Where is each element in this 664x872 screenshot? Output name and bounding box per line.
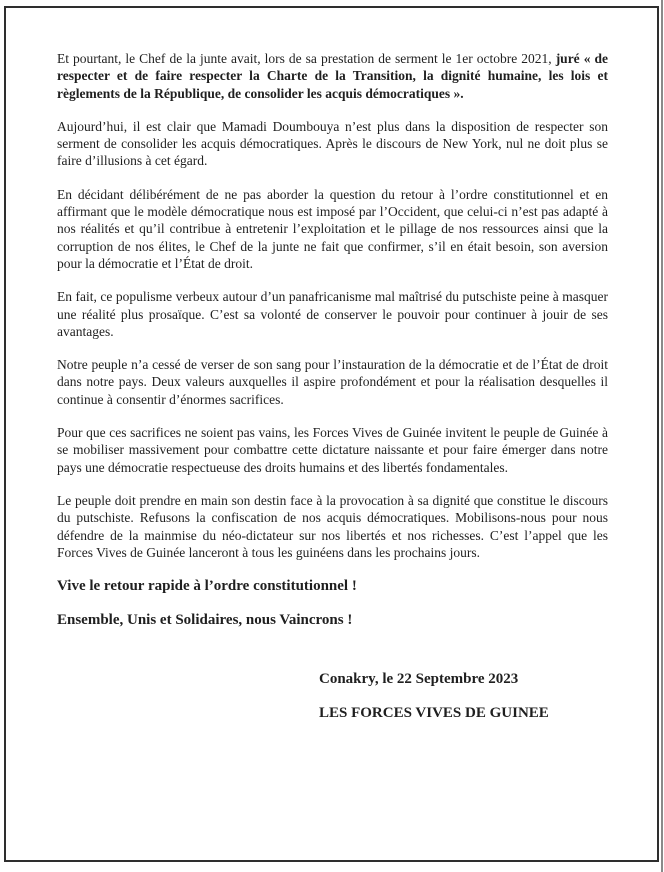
- paragraph: En décidant délibérément de ne pas aborder la question du retour à l’ordre constitutionnel et en affirmant que le modèle démocratique nous est imposé par l’Occident, que celui-ci n’est pas adapté à nos réalités et qu’il contribue à entretenir l’exploitation et le pillage de nos ressources ainsi que la corruption de nos élites, le Chef de la junte ne fait que confirmer, s’il en était besoin, son aversion pour la démocratie et l’État de droit.: [57, 186, 608, 271]
- signature-organization: LES FORCES VIVES DE GUINEE: [319, 705, 549, 722]
- signature-place-date: Conakry, le 22 Septembre 2023: [319, 671, 519, 688]
- signature-block: [319, 670, 608, 722]
- opening-bold-quote: juré « de respecter et de faire respecter la Charte de la Transition, la dignité humaine, les lois et règlements de la République, de consolider les acquis démocratiques ».: [57, 51, 608, 101]
- document-body: [57, 50, 608, 738]
- paragraph: Aujourd’hui, il est clair que Mamadi Doumbouya n’est plus dans la disposition de respecter son serment de consolider les acquis démocratiques. Après le discours de New York, nul ne doit plus se faire d’illusions à cet égard.: [57, 118, 608, 169]
- paragraph: Pour que ces sacrifices ne soient pas vains, les Forces Vives de Guinée invitent le peuple de Guinée à se mobiliser massivement pour combattre cette dictature naissante et pour faire émerger dans notre pays une démocratie respectueuse des droits humains et des libertés fondamentales.: [57, 425, 608, 475]
- paragraph-opening: [57, 50, 608, 102]
- opening-normal-text: Et pourtant, le Chef de la junte avait, lors de sa prestation de serment le 1er octobre 2021,: [57, 51, 556, 66]
- scan-edge-artifact: [661, 0, 663, 872]
- slogan-constitutional-order: Vive le retour rapide à l’ordre constitutionnel !: [57, 578, 357, 595]
- slogan-unity: Ensemble, Unis et Solidaires, nous Vaincrons !: [57, 612, 353, 629]
- paragraph: Le peuple doit prendre en main son destin face à la provocation à sa dignité que constitue le discours du putschiste. Refusons la confiscation de nos acquis démocratiques. Mobilisons-nous pour nous défendre de la mainmise du néo-dictateur sur nos libertés et nos richesses. C’est l’appel que les Forces Vives de Guinée lanceront à tous les guinéens dans les prochains jours.: [57, 492, 608, 560]
- paragraph: En fait, ce populisme verbeux autour d’un panafricanisme mal maîtrisé du putschiste peine à masquer une réalité plus prosaïque. C’est sa volonté de conserver le pouvoir pour continuer à jouir de ses avantages.: [57, 289, 608, 339]
- paragraph: Notre peuple n’a cessé de verser de son sang pour l’instauration de la démocratie et de l’État de droit dans notre pays. Deux valeurs auxquelles il aspire profondément et pour la réalisation desquelles il continue à consentir d’énormes sacrifices.: [57, 357, 608, 407]
